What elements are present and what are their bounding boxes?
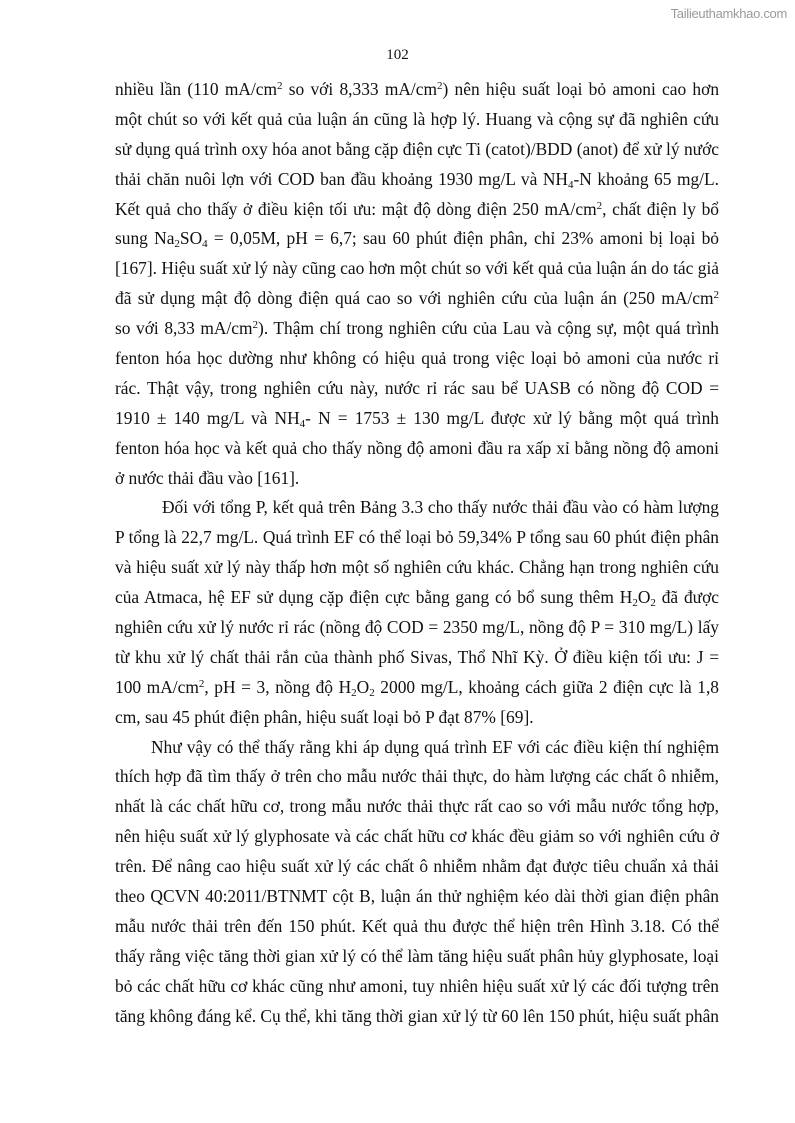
subscript: 4: [567, 178, 574, 191]
text-segment: fenton hóa học dường như không có hiệu quả trong việc loại bỏ amoni của nước rỉ: [115, 348, 719, 369]
text-segment: ở nước thải đầu vào [161].: [115, 467, 300, 488]
text-segment: đã sử dụng mật độ dòng điện quá cao so với nghiên cứu của luận án (250 mA/cm: [115, 288, 714, 309]
text-segment: cm, sau 45 phút điện phân, hiệu suất loại bỏ P đạt 87% [69].: [115, 706, 534, 727]
text-segment: và hiệu suất xử lý này thấp hơn một số nghiên cứu khác. Chẳng hạn trong nghiên cứu: [115, 557, 719, 578]
text-segment: 2000 mg/L, khoảng cách giữa 2 điện cực là 1,8: [374, 676, 719, 697]
text-line: [115, 404, 719, 434]
text-segment: sử dụng quá trình oxy hóa anot bằng cặp điện cực Ti (catot)/BDD (anot) để xử lý nước: [115, 138, 719, 159]
text-segment: Kết quả cho thấy ở điều kiện tối ưu: mật độ dòng điện 250 mA/cm: [115, 198, 597, 219]
subscript: 2: [650, 597, 656, 610]
text-line: [115, 75, 719, 105]
subscript: 2: [369, 686, 375, 699]
text-segment: -N khoảng 65 mg/L.: [573, 168, 719, 189]
text-segment: SO: [179, 228, 203, 249]
subscript: 2: [632, 597, 638, 610]
text-segment: Đối với tổng P, kết quả trên Bảng 3.3 cho thấy nước thải đầu vào có hàm lượng: [162, 497, 719, 518]
body-text: [115, 75, 719, 1032]
text-line: [115, 762, 719, 792]
text-segment: 100 mA/cm: [115, 676, 199, 697]
text-line: [115, 224, 719, 254]
text-segment: thấy rằng việc tăng thời gian xử lý có thể làm tăng hiệu suất phân hủy glyphosate, loại: [115, 945, 719, 966]
text-line: [115, 344, 719, 374]
text-line: [115, 165, 719, 195]
text-segment: thải chăn nuôi lợn với COD ban đầu khoảng 1930 mg/L và NH: [115, 168, 568, 189]
text-segment: = 0,05M, pH = 6,7; sau 60 phút điện phân, chỉ 23% amoni bị loại bỏ: [207, 228, 719, 249]
superscript: 2: [277, 80, 283, 92]
text-segment: - N = 1753 ± 130 mg/L được xử lý bằng một quá trình: [305, 407, 719, 428]
subscript: 4: [202, 238, 208, 251]
subscript: 2: [174, 238, 180, 251]
superscript: 2: [596, 199, 603, 212]
text-segment: , chất điện ly bổ: [602, 198, 719, 219]
text-segment: O: [356, 676, 370, 697]
text-segment: ) nên hiệu suất loại bỏ amoni cao hơn: [442, 79, 720, 99]
text-segment: so với 8,333 mA/cm: [282, 79, 438, 99]
text-line: [115, 703, 719, 733]
text-segment: nghiên cứu xử lý nước rỉ rác (nồng độ COD = 2350 mg/L, nồng độ P = 310 mg/L) lấy: [115, 617, 719, 638]
page-number: 102: [386, 47, 409, 63]
text-segment: P tổng là 22,7 mg/L. Quá trình EF có thể loại bỏ 59,34% P tổng sau 60 phút điện phân: [115, 527, 719, 548]
text-line: [115, 972, 719, 1002]
text-segment: fenton hóa học và kết quả cho thấy nồng độ amoni đầu ra xấp xỉ bằng nồng độ amoni: [115, 437, 719, 458]
text-line: [115, 643, 719, 673]
text-line: [115, 195, 719, 225]
text-line: [115, 1002, 719, 1032]
text-segment: thích hợp đã tìm thấy ở trên cho mẫu nước thải thực, do hàm lượng các chất ô nhiễm,: [115, 766, 719, 787]
text-line: [115, 254, 719, 284]
text-segment: ). Thậm chí trong nghiên cứu của Lau và cộng sự, một quá trình: [258, 318, 719, 339]
text-line: [115, 792, 719, 822]
text-line: [115, 882, 719, 912]
text-line: [115, 822, 719, 852]
text-line: [115, 912, 719, 942]
text-line: [115, 493, 719, 523]
text-segment: sung Na: [115, 228, 175, 249]
text-line: [115, 852, 719, 882]
text-segment: nhiều lần (110 mA/cm: [115, 79, 278, 99]
superscript: 2: [198, 677, 205, 690]
subscript: 4: [299, 417, 306, 430]
text-line: [115, 464, 719, 494]
text-segment: [167]. Hiệu suất xử lý này cũng cao hơn một chút so với kết quả của luận án do tác giả: [115, 258, 719, 279]
text-segment: 1910 ± 140 mg/L và NH: [115, 407, 300, 428]
text-segment: đã được: [655, 587, 719, 608]
superscript: 2: [252, 319, 259, 332]
text-line: [115, 942, 719, 972]
text-line: [115, 374, 719, 404]
text-segment: nên hiệu suất xử lý glyphosate và các chất hữu cơ khác đều giảm so với nghiên cứu ở: [115, 826, 719, 847]
text-line: [115, 284, 719, 314]
text-line: [115, 673, 719, 703]
text-segment: Như vậy có thể thấy rằng khi áp dụng quá trình EF với các điều kiện thí nghiệm: [151, 736, 719, 757]
text-line: [115, 314, 719, 344]
text-segment: nhất là các chất hữu cơ, trong mẫu nước thải thực rất cao so với mẫu nước tổng hợp,: [115, 796, 719, 817]
text-segment: tăng không đáng kể. Cụ thể, khi tăng thời gian xử lý từ 60 lên 150 phút, hiệu suất phân: [115, 1005, 719, 1026]
text-segment: so với 8,33 mA/cm: [115, 318, 253, 339]
text-segment: bỏ các chất hữu cơ khác cũng như amoni, tuy nhiên hiệu suất xử lý các đối tượng trên: [115, 975, 719, 996]
text-line: [115, 733, 719, 763]
text-line: [115, 553, 719, 583]
text-line: [115, 434, 719, 464]
text-segment: từ khu xử lý chất thải rắn của thành phố Sivas, Thổ Nhĩ Kỳ. Ở điều kiện tối ưu: J =: [115, 646, 719, 667]
text-segment: O: [637, 587, 651, 608]
text-segment: một chút so với kết quả của luận án cũng là hợp lý. Huang và cộng sự đã nghiên cứu: [115, 108, 719, 129]
subscript: 2: [351, 686, 357, 699]
text-segment: rác. Thật vậy, trong nghiên cứu này, nước rỉ rác sau bể UASB có nồng độ COD =: [115, 377, 719, 398]
text-segment: của Atmaca, hệ EF sử dụng cặp điện cực bằng gang có bổ sung thêm H: [115, 587, 633, 608]
text-line: [115, 523, 719, 553]
superscript: 2: [437, 80, 443, 92]
text-line: [115, 135, 719, 165]
text-segment: trên. Để nâng cao hiệu suất xử lý các chất ô nhiễm nhằm đạt được tiêu chuẩn xả thải: [115, 856, 719, 877]
text-segment: mẫu nước thải trên đến 150 phút. Kết quả thu được thể hiện trên Hình 3.18. Có thể: [115, 915, 719, 936]
text-line: [115, 105, 719, 135]
superscript: 2: [713, 289, 719, 302]
text-segment: , pH = 3, nồng độ H: [204, 676, 352, 697]
text-line: [115, 613, 719, 643]
watermark: Tailieuthamkhao.com: [670, 6, 787, 21]
text-segment: theo QCVN 40:2011/BTNMT cột B, luận án thử nghiệm kéo dài thời gian điện phân: [115, 886, 719, 907]
text-line: [115, 583, 719, 613]
